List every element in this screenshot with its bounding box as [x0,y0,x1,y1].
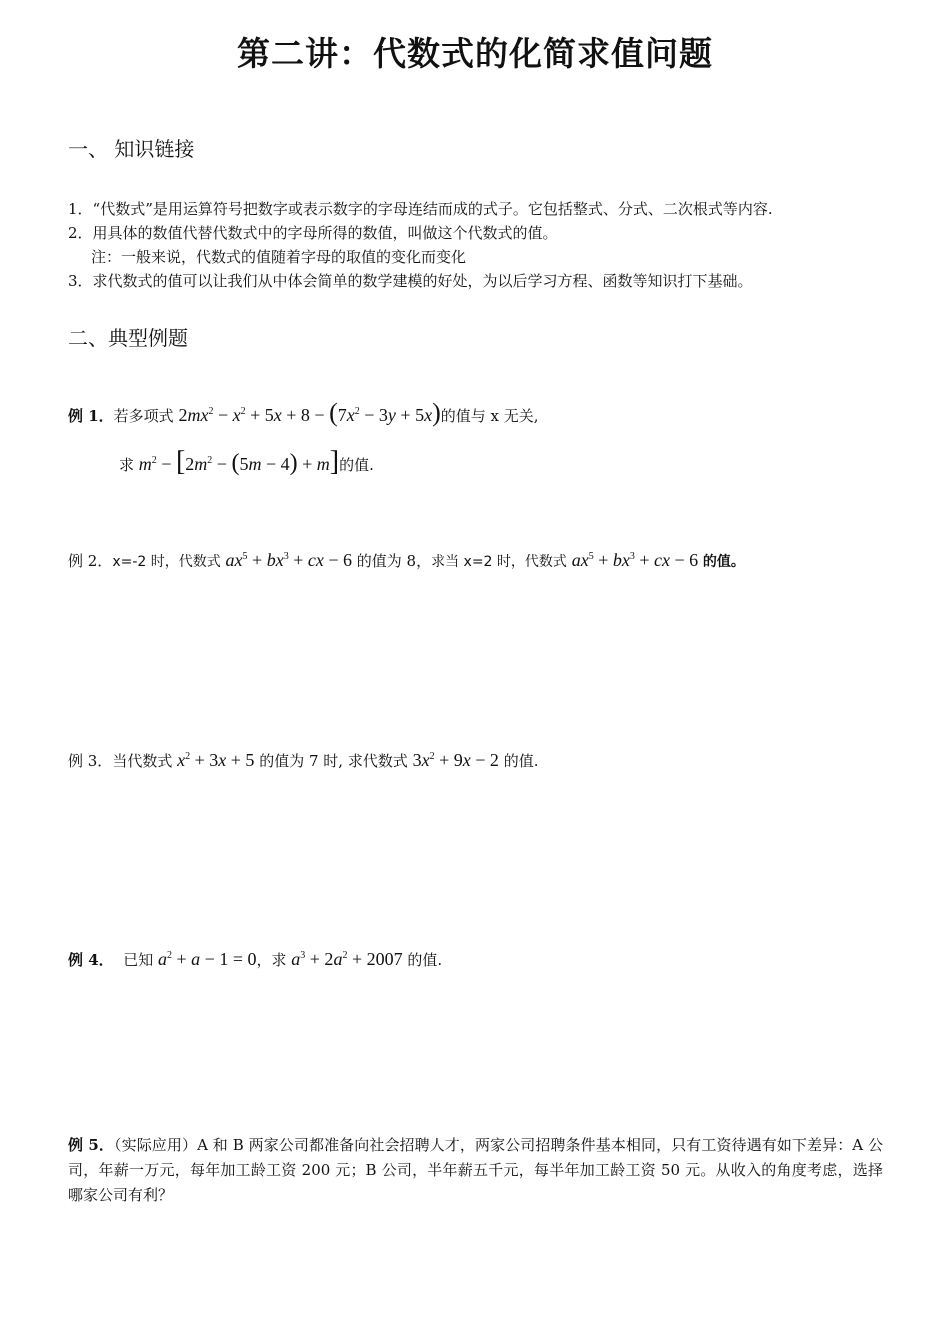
example-4 [68,949,442,970]
example-3 [68,750,538,771]
page-title: 第二讲：代数式的化简求值问题 [237,34,713,73]
example-3-part-3: 的值. [503,752,539,770]
example-2-label: 例 2． [68,552,113,570]
example-1-line-1 [68,398,539,428]
example-4-part-2: ，求 [256,951,287,969]
section-heading-examples: 二、典型例题 [68,326,188,350]
example-4-part-3: 的值. [407,951,443,969]
section-heading-knowledge: 一、 知识链接 [68,137,195,161]
knowledge-item-3: 3．求代数式的值可以让我们从中体会简单的数学建模的好处，为以后学习方程、函数等知识打下基础。 [68,272,753,290]
example-4-expression-2: $a^3 + 2a^2 + 2007$ [291,949,403,969]
example-3-expression-2: $3x^2 + 9x - 2$ [412,750,499,770]
example-3-expression-1: $x^2 + 3x + 5$ [177,750,255,770]
example-5 [68,1133,883,1208]
example-4-part-1: 已知 [123,951,154,969]
example-2-part-4: 的值。 [702,554,745,570]
example-5-text: （实际应用）A 和 B 两家公司都准备向社会招聘人才，两家公司招聘条件基本相同，只有工资待遇有如下差异：A 公司，年薪一万元，每年加工龄工资 200 元；B 公司，半年薪五千元，每半年加工龄工资 50 元。从收入的角度考虑，选择哪家公司有利？ [68,1136,883,1204]
knowledge-item-2: 2．用具体的数值代替代数式中的字母所得的数值，叫做这个代数式的值。 [68,224,558,242]
example-1-text-pre: 若多项式 [113,407,174,425]
example-2-part-3: 求当 x=2 时，代数式 [431,554,567,570]
example-5-label: 例 5． [68,1136,115,1154]
example-4-expression-1: $a^2 + a - 1 = 0$ [158,949,257,969]
example-2 [68,550,745,571]
example-1-line-2-post: 的值. [339,456,374,474]
example-1-line-2 [119,446,374,478]
example-1-text-post: 的值与 x 无关, [440,407,539,425]
example-4-label: 例 4． [68,951,114,969]
example-2-part-1: x=-2 时，代数式 [112,554,221,570]
example-1-expression: $2mx^2 - x^2 + 5x + 8 - (7x^2 - 3y + 5x)$ [178,398,441,427]
example-2-expression-1: $ax^5 + bx^3$ + cx − 6 [225,550,352,570]
example-1-line-2-expression: $m^2 - [2m^2 - (5m - 4) + m]$ [138,446,340,477]
example-2-expression-2: $ax^5 + bx^3$ + cx − 6 [571,550,699,570]
example-3-label: 例 3． [68,752,113,770]
example-1-line-2-pre: 求 [119,456,135,474]
example-2-part-2: 的值为 8， [356,552,432,570]
example-3-part-1: 当代数式 [112,752,173,770]
example-1-label: 例 1． [68,407,114,425]
example-3-part-2: 的值为 7 时, 求代数式 [259,752,408,770]
knowledge-note: 注：一般来说，代数式的值随着字母的取值的变化而变化 [91,248,467,266]
knowledge-item-1: 1．“代数式”是用运算符号把数字或表示数字的字母连结而成的式子。它包括整式、分式、二次根式等内容. [68,200,773,218]
